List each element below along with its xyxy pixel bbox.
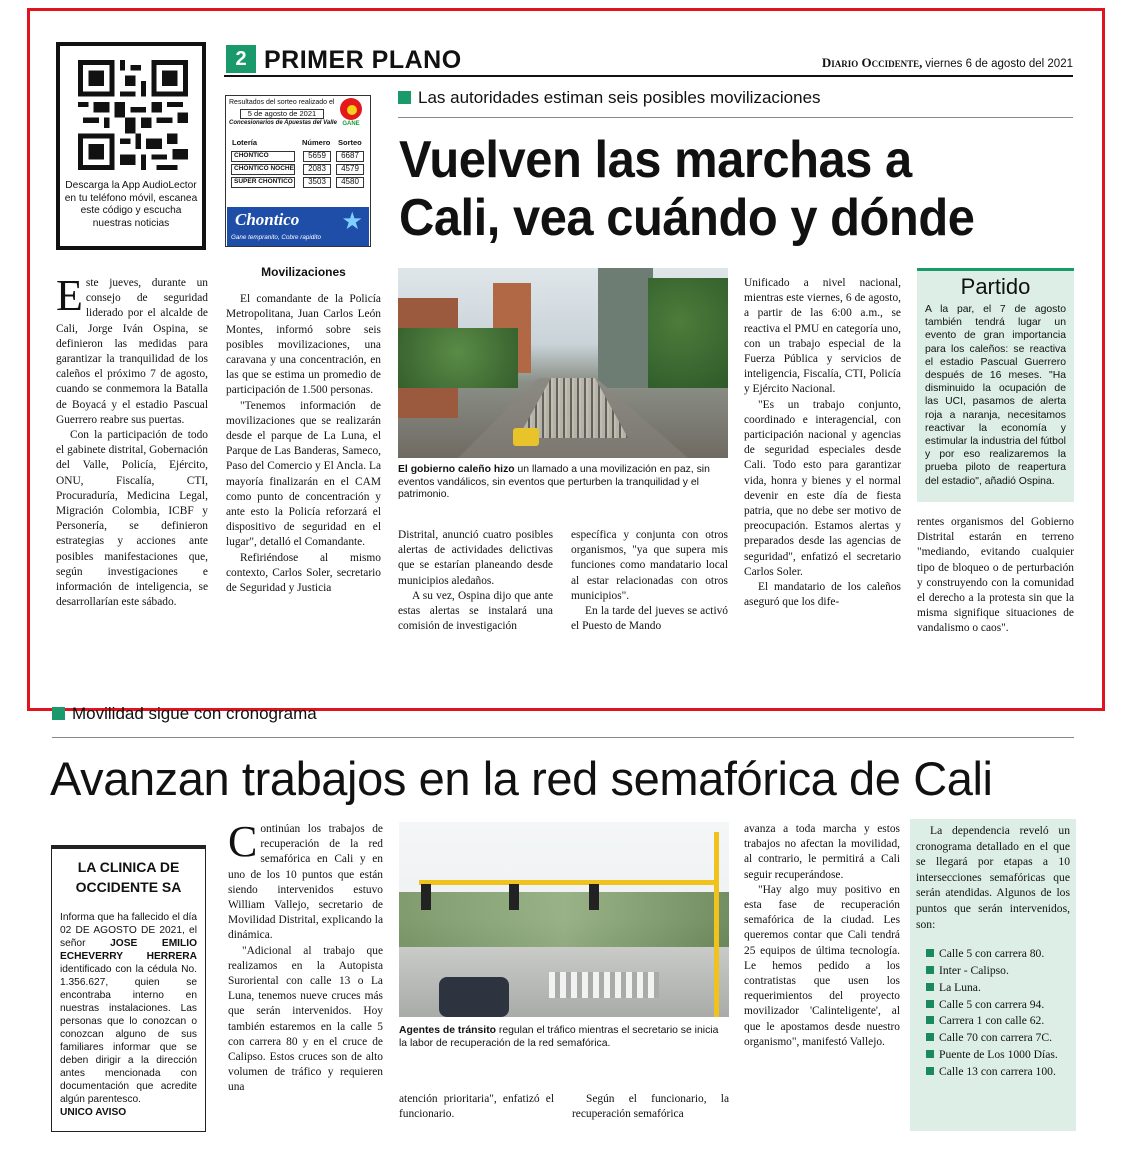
list-item: Calle 5 con carrera 80. xyxy=(926,946,1070,963)
article1-col4 xyxy=(571,528,728,634)
lottery-row-sorteo: 6687 xyxy=(336,151,364,162)
article1-col3-p1: Distrital, anunció cuatro posibles alertas de actividades delictivas que se estarían planeando desde municipios aledaños. xyxy=(398,529,553,587)
article2-col4-p1: avanza a toda marcha y estos trabajos no afectan la movilidad, al contrario, le permitirá a Cali seguir recuperándose. xyxy=(744,823,900,881)
article2-headline: Avanzan trabajos en la red semafórica de Cali xyxy=(50,752,993,805)
gane-logo-text: GANE xyxy=(342,121,360,127)
article1-col2 xyxy=(226,265,381,596)
list-item: Calle 70 con carrera 7C. xyxy=(926,1030,1070,1047)
article2-col2 xyxy=(399,1092,554,1122)
article2-col3 xyxy=(572,1092,729,1122)
obituary-text-before: Informa que ha fallecido el día 02 DE AGOSTO DE 2021, el señor xyxy=(60,912,197,949)
header-rule xyxy=(224,75,1073,77)
article2-col4 xyxy=(744,822,900,1050)
chontico-banner xyxy=(227,207,369,246)
lottery-row-name: CHONTICO xyxy=(231,151,295,162)
schedule-intro xyxy=(916,823,1070,932)
obituary-notice xyxy=(51,845,206,1132)
kicker-square-icon xyxy=(52,707,65,720)
qr-code-icon xyxy=(78,60,188,170)
lottery-col-sorteo: Sorteo xyxy=(338,138,362,147)
article1-col3 xyxy=(398,528,553,634)
kicker-square-icon xyxy=(398,91,411,104)
lottery-org: Concesionarios de Apuestas del Valle xyxy=(229,120,337,126)
article1-headline-line2: Cali, vea cuándo y dónde xyxy=(399,189,975,247)
obituary-body xyxy=(60,911,197,1119)
kicker2-rule xyxy=(52,737,1074,738)
article1-subhead: Movilizaciones xyxy=(261,265,346,279)
article1-kicker-text: Las autoridades estiman seis posibles movilizaciones xyxy=(418,88,821,107)
lottery-row-numero: 2083 xyxy=(303,164,331,175)
dropcap: E xyxy=(56,271,83,320)
lottery-date: 5 de agosto de 2021 xyxy=(240,109,324,119)
caption-text: un llamado a una movilización en paz, sin eventos vandálicos, sin eventos que perturben la tranquilidad y el patrimonio. xyxy=(398,464,710,500)
article1-headline xyxy=(399,131,974,247)
obituary-unico-aviso: UNICO AVISO xyxy=(60,1107,127,1118)
article1-col2-p3: Refiriéndose al mismo contexto, Carlos Soler, secretario de Seguridad y Justicia xyxy=(226,551,381,595)
partido-sidebar xyxy=(917,268,1074,502)
star-icon: ★ xyxy=(341,208,363,235)
caption-text: regulan el tráfico mientras el secretario se inicia la labor de recuperación de la red semafórica. xyxy=(399,1025,719,1049)
section-name: PRIMER PLANO xyxy=(264,46,462,74)
article1-col1 xyxy=(56,271,208,610)
schedule-points-list xyxy=(916,946,1070,1080)
obituary-name: JOSE EMILIO ECHEVERRY HERRERA xyxy=(60,938,197,962)
lottery-row-numero: 3503 xyxy=(303,177,331,188)
article2-col4-p2: "Hay algo muy positivo en esta fase de recuperación semafórica de la ciudad. Les queremos contar que Cali tendrá 25 equipos de última tecnología. Le hemos pedido a los contratistas que usen los requerimientos del proyecto movilizador 'Calinteligente', al que le apostamos desde nuestro organismo", manifestó Vallejo. xyxy=(744,883,900,1048)
obituary-text-after: identificado con la cédula No. 1.356.627, quien se encontraba interno en nuestras instalaciones. Las personas que lo conozcan o conozcan alguno de sus familiares informar que se deben dirigir a la dirección antes mencionada con documentación que acredite algún parentesco. xyxy=(60,964,197,1105)
qr-audiolector-box[interactable] xyxy=(56,42,206,250)
article2-kicker-text: Movilidad sigue con cronograma xyxy=(72,704,317,723)
article1-col4-p1: específica y conjunta con otros organismos, "ya que supera mis funciones como mandatario local al estar relacionadas con otros municipios". xyxy=(571,529,728,602)
lottery-row-numero: 5659 xyxy=(303,151,331,162)
gane-logo-icon xyxy=(336,98,366,128)
obituary-title-line1: LA CLINICA DE xyxy=(77,859,180,875)
article1-col5-p1: Unificado a nivel nacional, mientras este viernes, 6 de agosto, a partir de las 6:00 a.m., se reactiva el PMU en categoría uno, con un trabajo especial de la Fuerza Pública y servicios de inteligencia, Fiscalía, CTI, Policía y Ejército Nacional. xyxy=(744,277,901,396)
article1-col5-p3: El mandatario de los caleños aseguró que los dife- xyxy=(744,581,901,609)
article2-col1 xyxy=(228,817,383,1096)
lottery-col-lottery: Lotería xyxy=(232,138,258,147)
obituary-title-line2: OCCIDENTE SA xyxy=(75,879,182,895)
partido-title: Partido xyxy=(960,274,1031,299)
article1-col6-p1: rentes organismos del Gobierno Distrital estarán en terreno "mediando, evitando cualquier tipo de bloqueo o de perturbación y construyendo con la comunidad el derecho a la protesta sin que la misma signifique situaciones de vandalismo o caos". xyxy=(917,516,1074,635)
article1-col1-p2: Con la participación de todo el gabinete distrital, Gobernación del Valle, Policía, Ejército, ONU, Fiscalía, CTI, Procuraduría, Medicina Legal, Migración Colombia, ICBF y Personería, se definieron estrategias y acciones ante posibles manifestaciones que, según investigaciones e información de inteligencia, se desarrollarían este sábado. xyxy=(56,429,208,609)
qr-box-text: Descarga la App AudioLector en tu teléfono móvil, escanea este código y escucha nuestras noticias xyxy=(64,180,198,229)
lottery-results-box[interactable] xyxy=(225,95,371,247)
masthead-date: viernes 6 de agosto del 2021 xyxy=(925,58,1073,70)
lottery-row-name: SUPER CHONTICO xyxy=(231,177,295,188)
masthead xyxy=(780,55,1073,71)
list-item: Carrera 1 con calle 62. xyxy=(926,1013,1070,1030)
article1-col2-p1: El comandante de la Policía Metropolitana, Juan Carlos León Montes, informó sobre seis posibles movilizaciones, una caravana y una concentración, en las que se estima un promedio de participación de 1.500 personas. xyxy=(226,293,381,397)
list-item: Calle 13 con carrera 100. xyxy=(926,1064,1070,1081)
dropcap: C xyxy=(228,817,258,866)
article2-col1-p1-text: ontinúan los trabajos de recuperación de la red semafórica en Cali y en uno de los 10 puntos que están siendo intervenidos estuvo William Vallejo, secretario de Movilidad Distrital, explicando la dinámica. xyxy=(228,823,383,942)
partido-text: A la par, el 7 de agosto también tendrá lugar un evento de gran importancia para los caleños: se reactiva el estadio Pascual Guerrero después de 16 meses. "Ha disminuido la ocupación de las UCI, pasamos de alerta roja a naranja, necesitamos reactivar la economía y estimular la industria del fútbol y por eso realizaremos la prueba piloto de reapertura del estadio", añadió Ospina. xyxy=(925,304,1066,487)
schedule-intro-text: La dependencia reveló un cronograma detallado en el que se llegará por etapas a 10 intersecciones semafóricas que serán atendidas. Algunos de los puntos que serán intervenidos, son: xyxy=(916,824,1070,931)
article1-col3-p2: A su vez, Ospina dijo que ante estas alertas se instalará una comisión de investigación xyxy=(398,589,553,633)
article2-col2-p1: atención prioritaria", enfatizó el funcionario. xyxy=(399,1093,554,1121)
article1-kicker xyxy=(398,88,821,108)
article2-kicker xyxy=(52,704,317,724)
chontico-brand: Chontico xyxy=(235,210,300,229)
masthead-name: Diario Occidente, xyxy=(821,55,923,70)
traffic-lights-photo xyxy=(399,822,729,1017)
lottery-row-name: CHONTICO NOCHE xyxy=(231,164,295,175)
article2-col1-p1 xyxy=(228,817,383,944)
article1-col1-p1 xyxy=(56,271,208,428)
article1-col2-p2: "Tenemos información de movilizaciones que se realizarán desde el parque de La Luna, el Parque de Las Banderas, Sameco, Paso del Comercio y El Ancla. La mayoría finalizarán en el CAM como punto de concentración y ante esto la Policía reforzará el dispositivo de seguridad en el lugar", detalló el Comandante. xyxy=(226,399,381,549)
march-photo-caption xyxy=(398,464,728,502)
list-item: Puente de Los 1000 Días. xyxy=(926,1047,1070,1064)
section-number-badge: 2 xyxy=(226,45,256,73)
traffic-photo-caption xyxy=(399,1025,729,1050)
list-item: Inter - Calipso. xyxy=(926,963,1070,980)
caption-bold: El gobierno caleño hizo xyxy=(398,464,515,475)
article1-headline-line1: Vuelven las marchas a xyxy=(399,131,912,189)
article1-col1-p1-text: ste jueves, durante un consejo de seguridad liderado por el alcalde de Cali, Jorge Iván Ospina, se definieron las medidas para garantizar la tranquilidad de los caleños el próximo 7 de agosto, cuando se conmemora la Batalla de Boyacá y el estadio Pascual Guerrero reabre sus puertas. xyxy=(56,277,208,426)
article2-col1-p2: "Adicional al trabajo que realizamos en la Autopista Suroriental con calle 13 o La Luna, tenemos nueve cruces más que serán intervenidos. Hoy también estaremos en la calle 5 con carrera 80 y en el cruce de Calipso. Estos cruces son de alto volumen de tráfico y requieren una xyxy=(228,944,383,1094)
article1-col5 xyxy=(744,276,901,610)
obituary-title xyxy=(60,857,197,897)
kicker-rule xyxy=(398,117,1073,118)
article1-col6 xyxy=(917,515,1074,637)
lottery-col-numero: Número xyxy=(302,138,331,147)
lottery-heading: Resultados del sorteo realizado el xyxy=(229,99,335,106)
chontico-slogan: Gane tempranito, Cobre rapidito xyxy=(231,234,321,241)
article1-col5-p2: "Es un trabajo conjunto, coordinado e interagencial, con participación nacional y agencias de seguridad especiales desde Cali. Todo esto para garantizar vida, honra y bienes y el normal devenir en este día de fiesta patria, que no debe ser motivo de preocupación. Estamos alertas y preparados desde las agencias de seguridad", enfatizó el secretario Carlos Soler. xyxy=(744,398,901,578)
caption-bold: Agentes de tránsito xyxy=(399,1025,496,1036)
lottery-row-sorteo: 4580 xyxy=(336,177,364,188)
schedule-box xyxy=(910,819,1076,1131)
article1-col4-p2: En la tarde del jueves se activó el Puesto de Mando xyxy=(571,605,728,633)
march-photo xyxy=(398,268,728,458)
list-item: Calle 5 con carrera 94. xyxy=(926,997,1070,1014)
list-item: La Luna. xyxy=(926,980,1070,997)
article2-col3-p1: Según el funcionario, la recuperación semafórica xyxy=(572,1093,729,1121)
lottery-row-sorteo: 4579 xyxy=(336,164,364,175)
